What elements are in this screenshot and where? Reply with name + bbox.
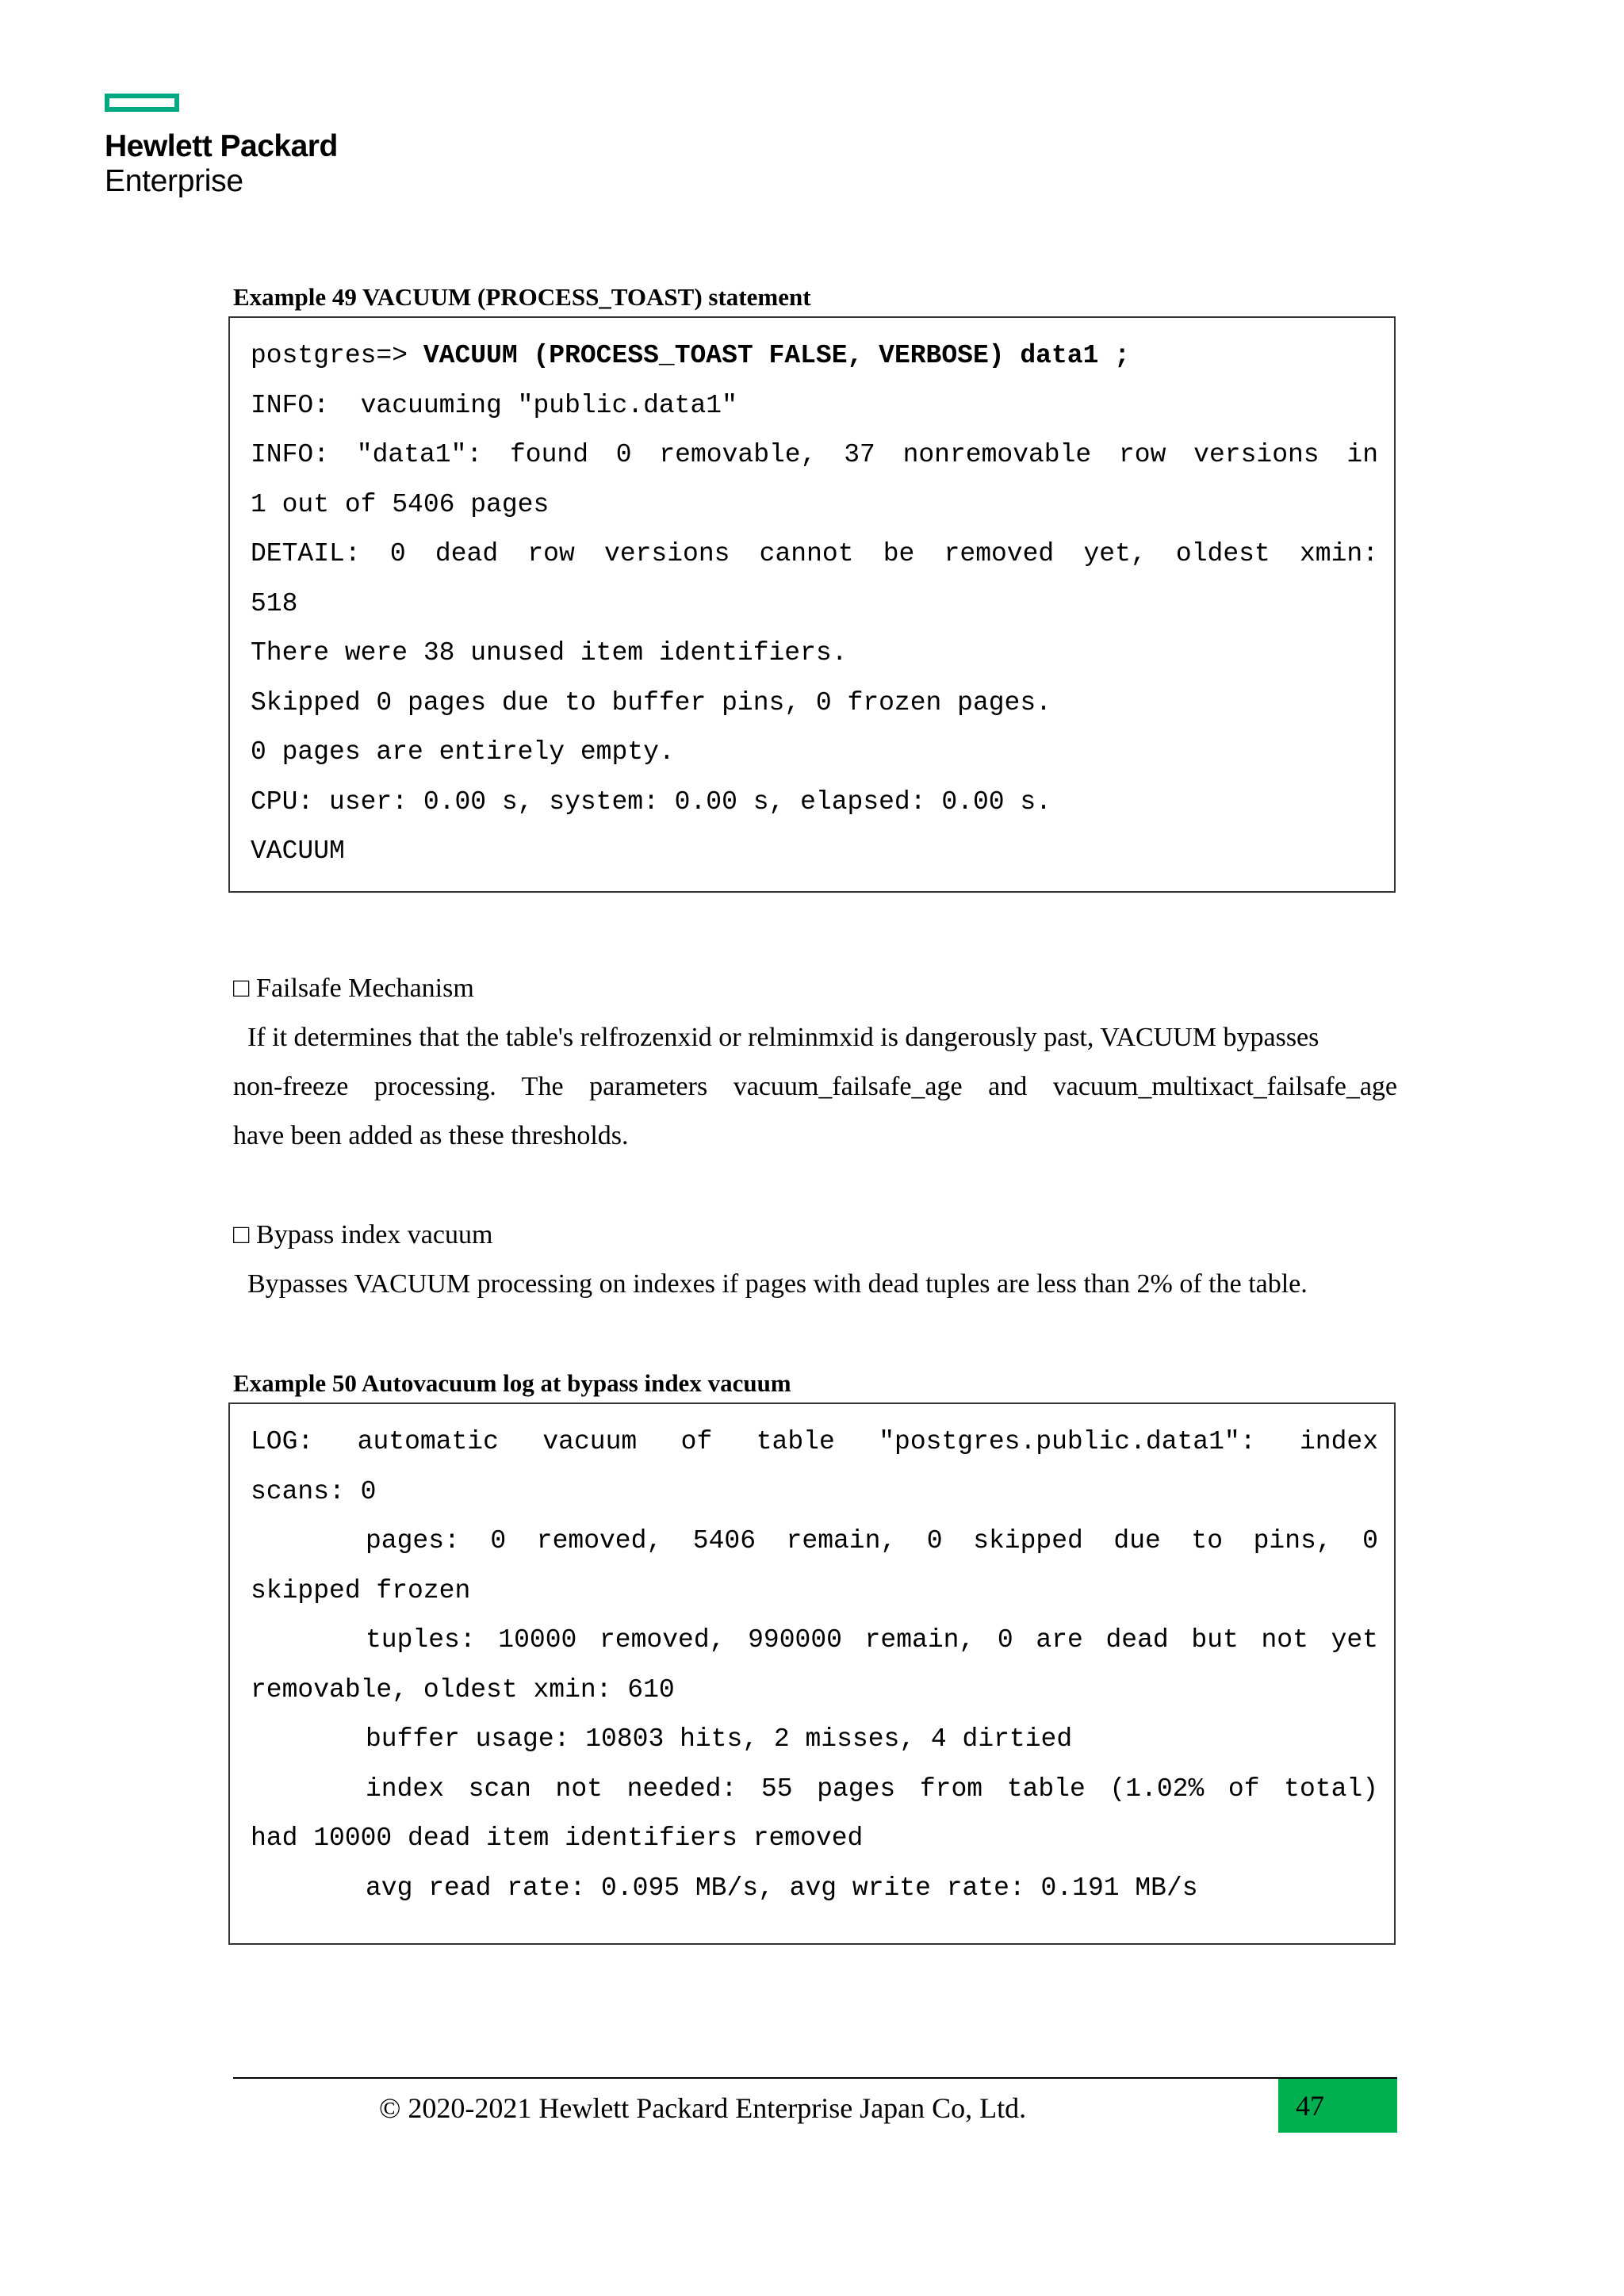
code-line: 0 pages are entirely empty. bbox=[251, 737, 675, 767]
code-prompt: postgres=> bbox=[251, 341, 423, 370]
code-line: INFO: "data1": found 0 removable, 37 nonremovable row versions in bbox=[251, 440, 1378, 469]
failsafe-text-line: non-freeze processing. The parameters vacuum_failsafe_age and vacuum_multixact_failsafe_age bbox=[233, 1072, 1397, 1101]
code-line: avg read rate: 0.095 MB/s, avg write rate: 0.191 MB/s bbox=[366, 1873, 1198, 1903]
hpe-logo-rectangle-icon bbox=[105, 94, 179, 112]
code-command: VACUUM (PROCESS_TOAST FALSE, VERBOSE) data1 ; bbox=[423, 341, 1130, 370]
logo-text-line2: Enterprise bbox=[105, 164, 243, 198]
bypass-section bbox=[233, 1211, 1397, 1309]
code-line: buffer usage: 10803 hits, 2 misses, 4 dirtied bbox=[366, 1724, 1073, 1754]
failsafe-text-line: have been added as these thresholds. bbox=[233, 1121, 629, 1150]
code-line: LOG: automatic vacuum of table "postgres.public.data1": index bbox=[251, 1427, 1378, 1456]
code-line: 1 out of 5406 pages bbox=[251, 489, 550, 519]
code-line: DETAIL: 0 dead row versions cannot be removed yet, oldest xmin: bbox=[251, 539, 1378, 568]
code-line: index scan not needed: 55 pages from table (1.02% of total) bbox=[366, 1774, 1378, 1804]
code-line: removable, oldest xmin: 610 bbox=[251, 1674, 675, 1705]
code-line: tuples: 10000 removed, 990000 remain, 0 are dead but not yet bbox=[366, 1625, 1378, 1655]
code-line: INFO: vacuuming "public.data1" bbox=[251, 390, 737, 420]
failsafe-section bbox=[233, 964, 1397, 1161]
code-line: There were 38 unused item identifiers. bbox=[251, 638, 848, 668]
footer-divider bbox=[233, 2077, 1397, 2079]
code-line-command bbox=[251, 331, 1378, 381]
example-49-code-block bbox=[228, 316, 1396, 893]
code-line: had 10000 dead item identifiers removed bbox=[251, 1823, 864, 1853]
example-50-caption: Example 50 Autovacuum log at bypass index vacuum bbox=[233, 1369, 791, 1397]
page-number-badge: 47 bbox=[1278, 2079, 1397, 2133]
code-line: VACUUM bbox=[251, 836, 345, 866]
code-line: Skipped 0 pages due to buffer pins, 0 frozen pages. bbox=[251, 687, 1051, 718]
footer-copyright: © 2020-2021 Hewlett Packard Enterprise Japan Co, Ltd. bbox=[379, 2092, 1027, 2124]
failsafe-text-line: If it determines that the table's relfrozenxid or relminmxid is dangerously past, VACUUM bypasses bbox=[247, 1023, 1320, 1052]
logo-text-line1: Hewlett Packard bbox=[105, 129, 338, 163]
code-line: pages: 0 removed, 5406 remain, 0 skipped due to pins, 0 bbox=[366, 1526, 1378, 1556]
bypass-heading: □ Bypass index vacuum bbox=[233, 1220, 493, 1249]
example-50-code-block bbox=[228, 1402, 1396, 1945]
failsafe-heading: □ Failsafe Mechanism bbox=[233, 974, 474, 1003]
code-line: 518 bbox=[251, 588, 298, 618]
example-49-caption: Example 49 VACUUM (PROCESS_TOAST) statement bbox=[233, 283, 811, 311]
bypass-text: Bypasses VACUUM processing on indexes if pages with dead tuples are less than 2% of the table. bbox=[247, 1269, 1308, 1299]
code-line: scans: 0 bbox=[251, 1476, 377, 1506]
hpe-logo bbox=[105, 94, 338, 199]
code-line: CPU: user: 0.00 s, system: 0.00 s, elapsed: 0.00 s. bbox=[251, 786, 1051, 817]
code-line: skipped frozen bbox=[251, 1575, 471, 1605]
